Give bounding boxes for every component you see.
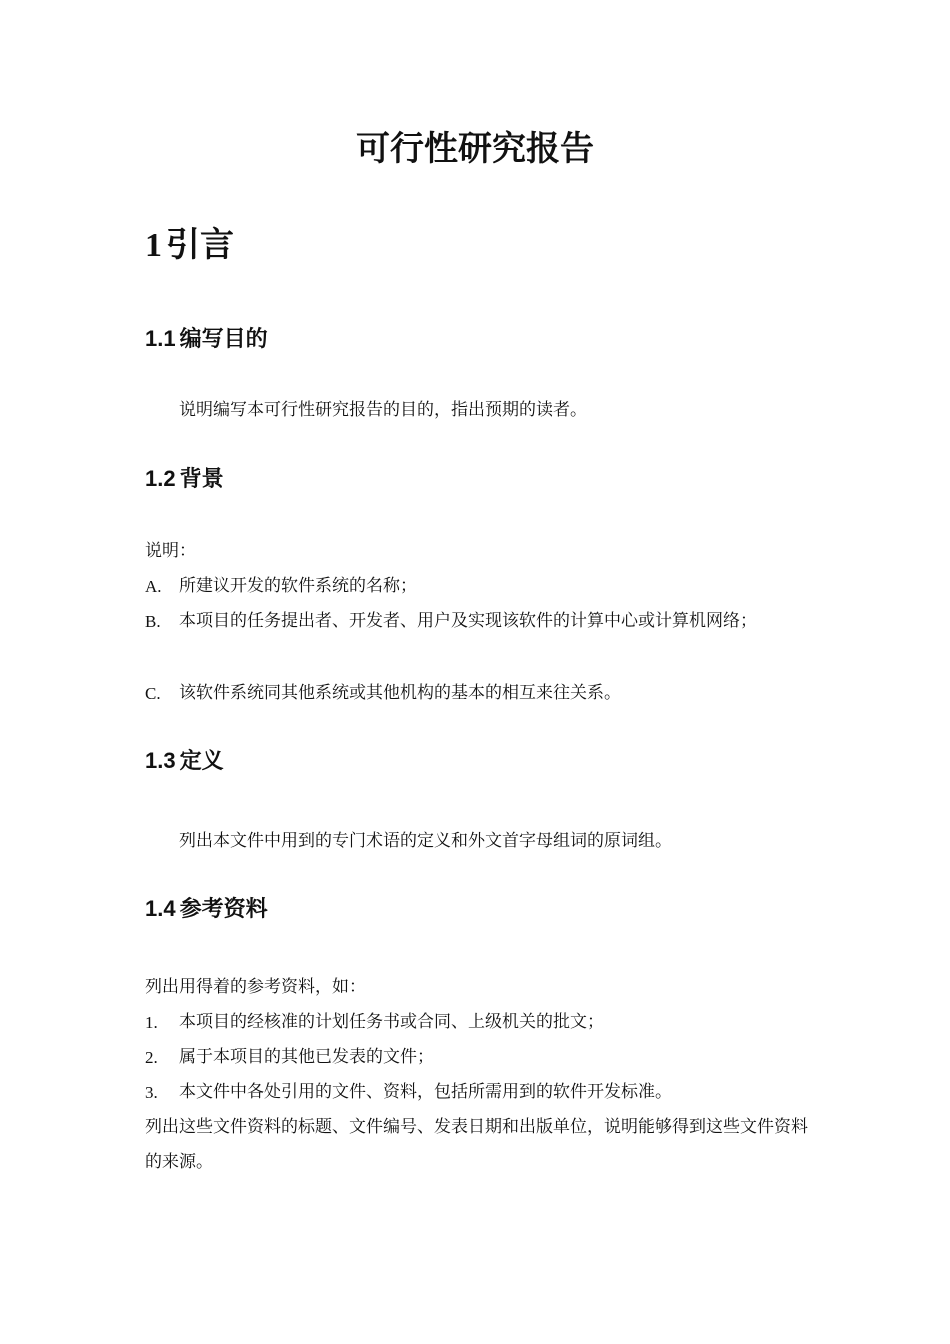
- section-1-4-title: 参考资料: [179, 897, 268, 922]
- section-1-1-number: 1.1: [145, 326, 176, 351]
- section-1-3-body: 列出本文件中用到的专门术语的定义和外文首字母组词的原词组。: [179, 831, 672, 851]
- list-marker: A.: [145, 577, 162, 596]
- section-1-4-closing: 列出这些文件资料的标题、文件编号、发表日期和出版单位，说明能够得到这些文件资料的来源。: [145, 1117, 808, 1172]
- section-1-4-number: 1.4: [145, 896, 176, 921]
- section-1-4-intro: 列出用得着的参考资料，如：: [145, 977, 366, 997]
- list-text: 属于本项目的其他已发表的文件；: [179, 1047, 434, 1067]
- list-item: [145, 569, 810, 604]
- list-text: 本项目的任务提出者、开发者、用户及实现该软件的计算中心或计算机网络；: [179, 611, 757, 631]
- list-marker: B.: [145, 612, 161, 631]
- list-text: 本文件中各处引用的文件、资料，包括所需用到的软件开发标准。: [179, 1082, 672, 1102]
- section-1-2-title: 背景: [179, 467, 224, 492]
- list-item: [145, 1075, 810, 1110]
- list-item: [145, 676, 810, 711]
- list-item: [145, 1005, 810, 1040]
- section-1-2-number: 1.2: [145, 466, 176, 491]
- section-1-3-number: 1.3: [145, 748, 176, 773]
- list-item: [145, 604, 810, 639]
- list-text: 所建议开发的软件系统的名称；: [179, 576, 417, 596]
- list-marker: 3.: [145, 1083, 158, 1102]
- section-1-number: 1: [145, 227, 162, 264]
- section-1-2-heading: [145, 464, 224, 495]
- list-marker: C.: [145, 684, 161, 703]
- section-1-heading: [145, 222, 234, 269]
- list-marker: 1.: [145, 1013, 158, 1032]
- list-text: 本项目的经核准的计划任务书或合同、上级机关的批文；: [179, 1012, 604, 1032]
- section-1-1-heading: [145, 324, 268, 355]
- section-1-3-heading: [145, 746, 224, 777]
- section-1-1-body: 说明编写本可行性研究报告的目的，指出预期的读者。: [179, 400, 587, 420]
- list-marker: 2.: [145, 1048, 158, 1067]
- list-item: [145, 1040, 810, 1075]
- document-title: 可行性研究报告: [356, 129, 594, 169]
- list-text: 该软件系统同其他系统或其他机构的基本的相互来往关系。: [179, 683, 621, 703]
- section-1-1-title: 编写目的: [179, 327, 268, 352]
- section-1-title: 引言: [166, 225, 234, 265]
- section-1-4-heading: [145, 894, 268, 925]
- section-1-3-title: 定义: [179, 749, 224, 774]
- section-1-2-intro: 说明：: [145, 541, 196, 561]
